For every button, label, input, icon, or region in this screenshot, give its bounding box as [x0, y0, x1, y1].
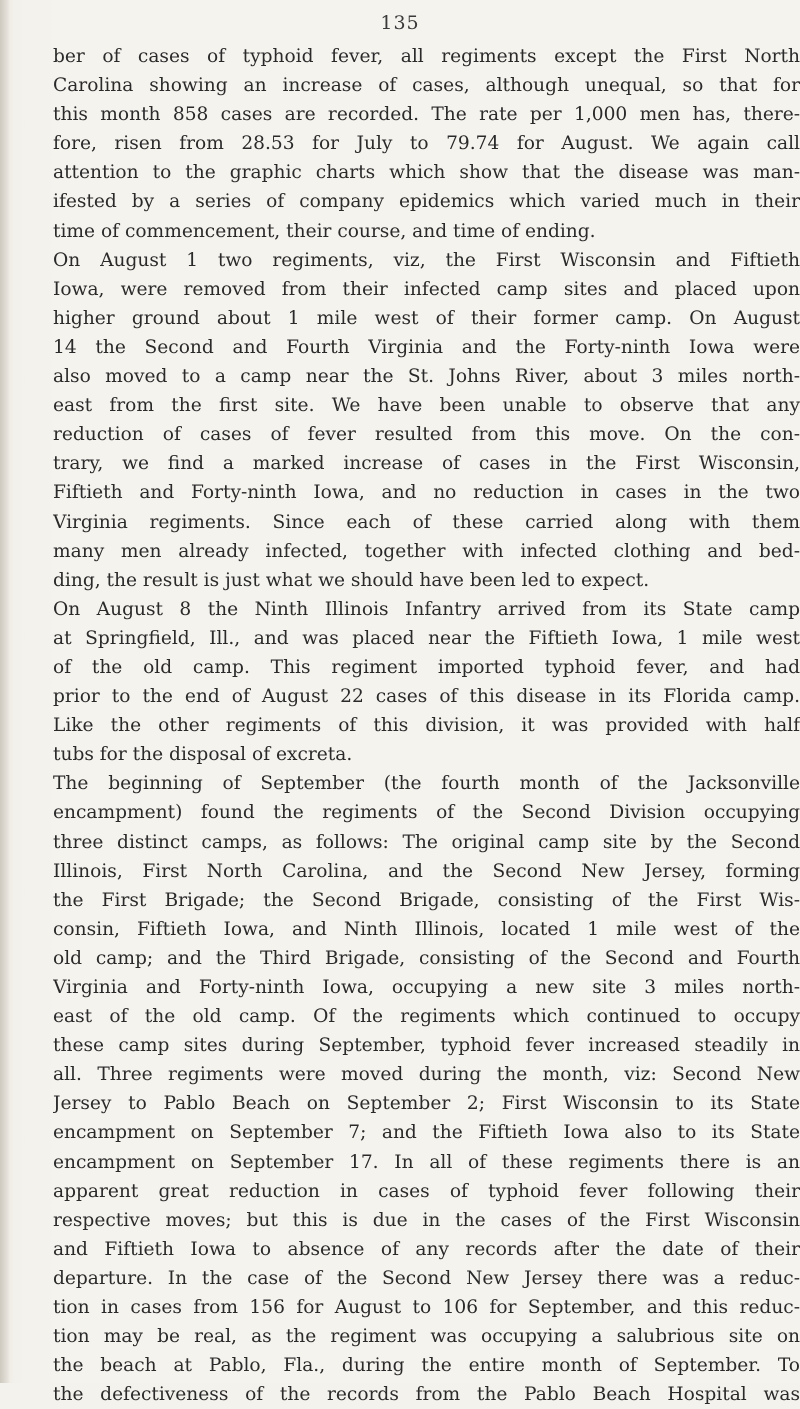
text-line: tubs for the disposal of excreta.	[53, 744, 353, 766]
text-line: attention to the graphic charts which show that the disease was man-	[53, 162, 800, 184]
text-line: On August 1 two regiments, viz, the First Wisconsin and Fiftieth	[53, 249, 800, 271]
text-line: tion in cases from 156 for August to 106 for September, and this reduc-	[53, 1297, 800, 1319]
text-line: this month 858 cases are recorded. The rate per 1,000 men has, there-	[53, 104, 800, 126]
text-line: old camp; and the Third Brigade, consisting of the Second and Fourth	[53, 947, 800, 969]
text-line: encampment on September 17. In all of these regiments there is an	[53, 1151, 800, 1173]
text-line: time of commencement, their course, and time of ending.	[53, 220, 596, 242]
text-line: encampment) found the regiments of the Second Division occupying	[53, 802, 800, 824]
text-line: many men already infected, together with infected clothing and bed-	[53, 540, 800, 562]
text-line: consin, Fiftieth Iowa, and Ninth Illinois, located 1 mile west of the	[53, 918, 800, 940]
text-line: and Fiftieth Iowa to absence of any records after the date of their	[53, 1238, 800, 1260]
text-line: departure. In the case of the Second New Jersey there was a reduc-	[53, 1267, 800, 1289]
text-line: Carolina showing an increase of cases, although unequal, so that for	[53, 75, 800, 97]
text-line: trary, we find a marked increase of cases in the First Wisconsin,	[53, 453, 800, 475]
text-line: reduction of cases of fever resulted from this move. On the con-	[53, 424, 800, 446]
text-line: prior to the end of August 22 cases of this disease in its Florida camp.	[53, 686, 800, 708]
text-line: at Springfield, Ill., and was placed near the Fiftieth Iowa, 1 mile west	[53, 627, 800, 649]
text-line: the defectiveness of the records from the Pablo Beach Hospital was	[53, 1384, 800, 1406]
text-line: 14 the Second and Fourth Virginia and the Forty-ninth Iowa were	[53, 336, 800, 358]
text-line: The beginning of September (the fourth month of the Jacksonville	[53, 773, 800, 795]
text-line: of the old camp. This regiment imported typhoid fever, and had	[53, 656, 800, 678]
text-line: these camp sites during September, typhoid fever increased steadily in	[53, 1035, 800, 1057]
text-line: all. Three regiments were moved during the month, viz: Second New	[53, 1064, 800, 1086]
text-line: respective moves; but this is due in the cases of the First Wisconsin	[53, 1209, 800, 1231]
text-line: three distinct camps, as follows: The original camp site by the Second	[53, 831, 800, 853]
text-line: Illinois, First North Carolina, and the Second New Jersey, forming	[53, 860, 800, 882]
text-line: ifested by a series of company epidemics which varied much in their	[53, 191, 800, 213]
text-line: the First Brigade; the Second Brigade, consisting of the First Wis-	[53, 889, 800, 911]
text-line: the beach at Pablo, Fla., during the entire month of September. To	[53, 1355, 800, 1377]
text-line: encampment on September 7; and the Fiftieth Iowa also to its State	[53, 1122, 800, 1144]
text-line: tion may be real, as the regiment was occupying a salubrious site on	[53, 1326, 800, 1348]
text-line: fore, risen from 28.53 for July to 79.74 for August. We again call	[53, 133, 800, 155]
page-number: 135	[380, 12, 420, 34]
text-line: Like the other regiments of this division, it was provided with half	[53, 715, 800, 737]
text-line: Fiftieth and Forty-ninth Iowa, and no reduction in cases in the two	[53, 482, 800, 504]
text-line: higher ground about 1 mile west of their former camp. On August	[53, 307, 800, 329]
body-text	[53, 42, 800, 1409]
text-line: Jersey to Pablo Beach on September 2; First Wisconsin to its State	[53, 1093, 800, 1115]
text-line: apparent great reduction in cases of typhoid fever following their	[53, 1180, 800, 1202]
text-line: ber of cases of typhoid fever, all regiments except the First North	[53, 46, 800, 67]
text-line: also moved to a camp near the St. Johns River, about 3 miles north-	[53, 366, 800, 388]
text-line: Virginia and Forty-ninth Iowa, occupying a new site 3 miles north-	[53, 977, 800, 998]
text-line: east of the old camp. Of the regiments which continued to occupy	[53, 1006, 800, 1028]
page-gutter-shadow	[0, 0, 10, 1383]
text-line: Iowa, were removed from their infected camp sites and placed upon	[53, 278, 800, 300]
text-line: east from the first site. We have been unable to observe that any	[53, 395, 800, 417]
text-line: Virginia regiments. Since each of these carried along with them	[53, 511, 800, 533]
text-line: On August 8 the Ninth Illinois Infantry arrived from its State camp	[53, 598, 800, 620]
text-line: ding, the result is just what we should have been led to expect.	[53, 569, 650, 591]
